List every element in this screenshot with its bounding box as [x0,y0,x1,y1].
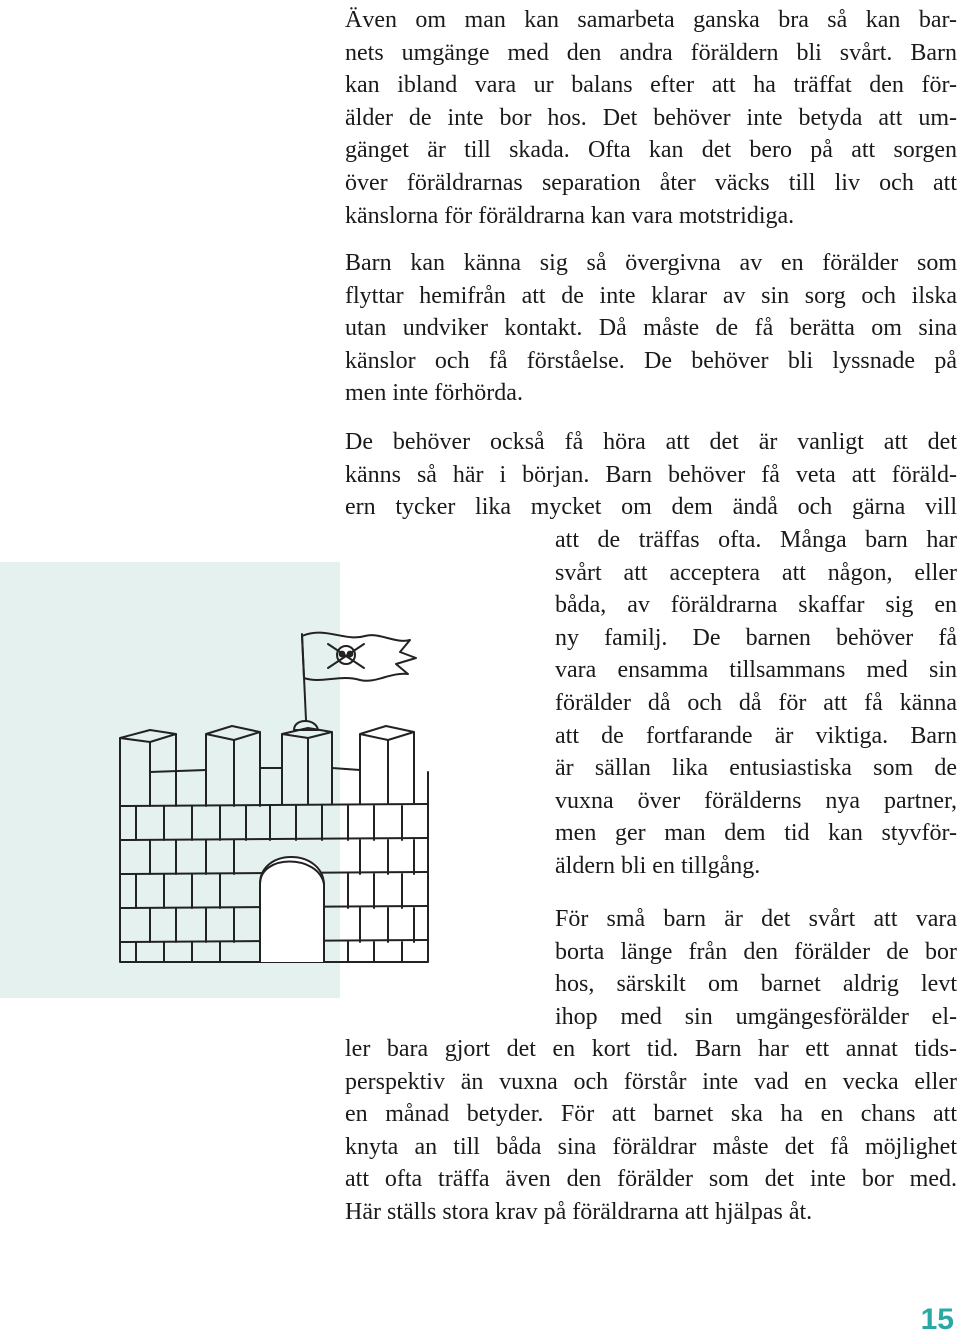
text-line: gänget är till skada. Ofta kan det bero på att sorgen [345,137,957,164]
text-line: utan undviker kontakt. Då måste de få berätta om sina [345,315,957,342]
text-line: känns så här i början. Barn behöver få veta att föräld- [345,461,957,488]
paragraph-4-continued [345,1033,957,1229]
text-line: För små barn är det svårt att vara [555,906,957,932]
castle-with-pirate-flag-icon [110,622,440,968]
text-line: båda, av föräldrarna skaffar sig en [555,592,957,619]
text-line: borta länge från den förälder de bor [555,938,957,965]
text-line: perspektiv än vuxna och förstår inte vad en vecka eller [345,1068,957,1095]
text-line: flyttar hemifrån att de inte klarar av sin sorg och ilska [345,282,957,309]
text-line: Barn kan känna sig så övergivna av en förälder som [345,250,957,276]
text-line: vara ensamma tillsammans med sin [555,657,957,684]
text-line: men inte förhörda. [345,380,523,407]
text-line: hos, särskilt om barnet aldrig levt [555,971,957,998]
text-line: ny familj. De barnen behöver få [555,624,957,651]
pirate-flag [302,633,416,681]
text-line: känslor och få förståelse. De behöver bli lyssnade på [345,347,957,374]
text-line: De behöver också få höra att det är vanligt att det [345,429,957,455]
text-line: men ger man dem tid kan styvför- [555,820,957,847]
text-line: knyta an till båda sina föräldrar måste det få möjlighet [345,1133,957,1160]
text-line: att de träffas ofta. Många barn har [555,527,957,553]
text-line: Här ställs stora krav på föräldrarna att hjälpas åt. [345,1198,813,1225]
text-line: en månad betyder. För att barnet ska ha en chans att [345,1101,957,1128]
text-line: nets umgänge med den andra föräldern bli svårt. Barn [345,39,957,66]
paragraph-3-continued [555,524,957,883]
text-line: känslorna för föräldrarna kan vara motstridiga. [345,202,795,229]
text-line: ern tycker lika mycket om dem ändå och gärna vill [345,494,957,521]
paragraph-1 [345,4,957,232]
text-line: äldern bli en tillgång. [555,852,761,879]
text-line: är sällan lika entusiastiska som de [555,755,957,782]
text-line: svårt att acceptera att någon, eller [555,559,957,586]
text-line: ler bara gjort det en kort tid. Barn har ett annat tids- [345,1036,957,1062]
paragraph-3 [345,426,957,524]
paragraph-2 [345,247,957,410]
page-number: 15 [920,1303,954,1336]
text-line: vuxna över förälderns nya partner, [555,787,957,814]
castle-gate [260,857,324,962]
text-line: Även om man kan samarbeta ganska bra så kan bar- [345,7,957,33]
text-line: kan ibland vara ur balans efter att ha träffat den för- [345,72,957,99]
text-line: över föräldrarnas separation åter väcks till liv och att [345,169,957,196]
paragraph-4 [555,903,957,1033]
text-line: älder de inte bor hos. Det behöver inte betyda att um- [345,104,957,131]
text-line: förälder då och då för att få känna [555,689,957,716]
text-line: ihop med sin umgängesförälder el- [555,1003,957,1030]
text-line: att de fortfarande är viktiga. Barn [555,722,957,749]
text-line: att ofta träffa även den förälder som det inte bor med. [345,1166,957,1193]
